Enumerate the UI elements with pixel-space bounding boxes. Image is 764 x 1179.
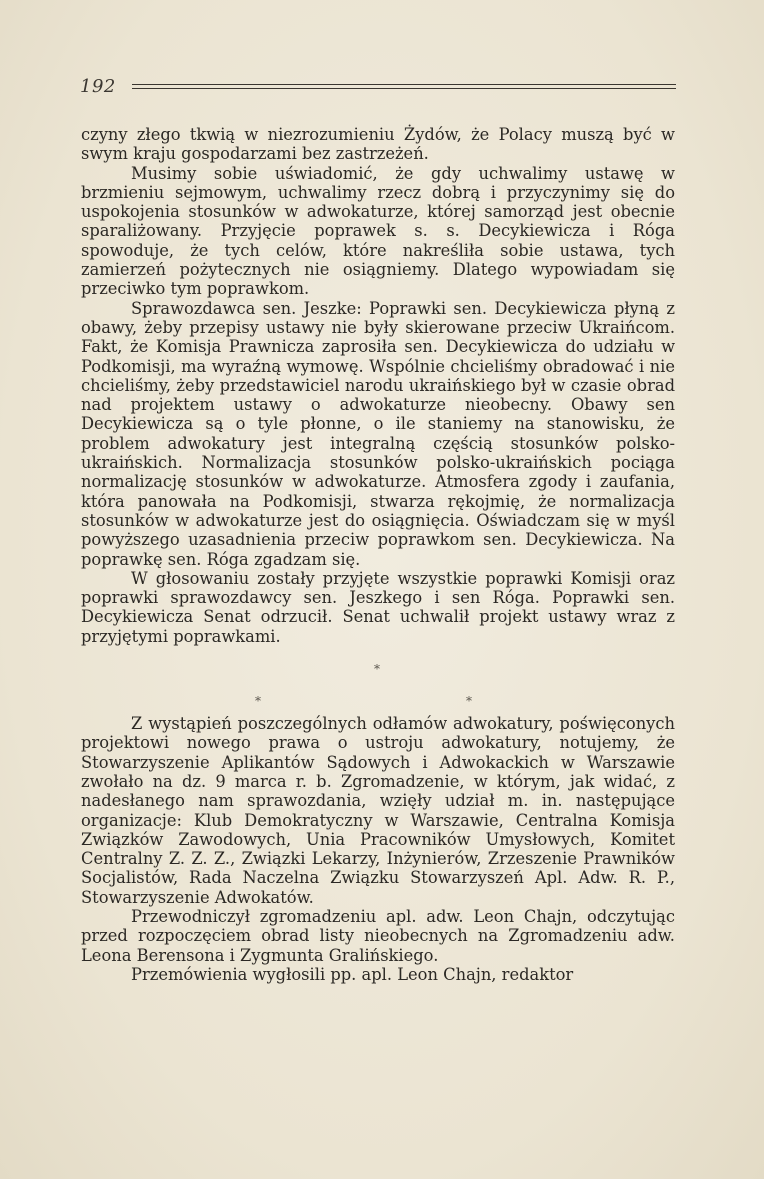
paragraph-continuation: czyny złego tkwią w niezrozumieniu Żydów, że Polacy muszą być w swym kraju gospodarzami bez zastrzeżeń. <box>81 125 675 164</box>
page-header <box>80 74 676 102</box>
page-body <box>81 125 675 984</box>
paragraph: Musimy sobie uświadomić, że gdy uchwalimy ustawę w brzmieniu sejmowym, uchwalimy rzecz dobrą i przyczynimy się do uspokojenia stosunków w adwokaturze, której samorząd jest obecnie sparaliżowany. Przyjęcie poprawek s. s. Decykiewicza i Róga spowoduje, że tych celów, które nakreśliła sobie ustawa, tych zamierzeń pożytecznych nie osiągniemy. Dlatego wypowiadam się przeciwko tym poprawkom. <box>81 163 675 299</box>
paragraph: Przewodniczył zgromadzeniu apl. adw. Leon Chajn, odczytując przed rozpoczęciem obrad listy nieobecnych na Zgromadzeniu adw. Leona Berensona i Zygmunta Gralińskiego. <box>81 906 675 965</box>
separator-asterisk: * <box>466 694 472 709</box>
paragraph: W głosowaniu zostały przyjęte wszystkie poprawki Komisji oraz poprawki sprawozdawcy sen. Jeszkego i sen Róga. Poprawki sen. Decykiewicza Senat odrzucił. Senat uchwalił projekt ustawy wraz z przyjętymi poprawkami. <box>81 568 675 646</box>
section-separator <box>81 652 675 710</box>
page-number: 192 <box>80 76 116 97</box>
paragraph: Z wystąpień poszczególnych odłamów adwokatury, poświęconych projektowi nowego prawa o ustroju adwokatury, notujemy, że Stowarzyszenie Aplikantów Sądowych i Adwokackich w Warszawie zwołało na dz. 9 marca r. b. Zgromadzenie, w którym, jak widać, z nadesłanego nam sprawozdania, wzięły udział m. in. następujące organizacje: Klub Demokratyczny w Warszawie, Centralna Komisja Związków Zawodowych, Unia Pracowników Umysłowych, Komitet Centralny Z. Z. Z., Związki Lekarzy, Inżynierów, Zrzeszenie Prawników Socjalistów, Rada Naczelna Związku Stowarzyszeń Apl. Adw. R. P., Stowarzyszenie Adwokatów. <box>81 714 675 907</box>
header-rule <box>132 84 676 89</box>
separator-asterisk: * <box>374 662 380 677</box>
paragraph: Przemówienia wygłosili pp. apl. Leon Chajn, redaktor <box>131 964 574 984</box>
paragraph: Sprawozdawca sen. Jeszke: Poprawki sen. Decykiewicza płyną z obawy, żeby przepisy ustawy nie były skierowane przeciw Ukraińcom. Fakt, że Komisja Prawnicza zaprosiła sen. Decykiewicza do udziału w Podkomisji, ma wyraźną wymowę. Wspólnie chcieliśmy obradować i nie chcieliśmy, żeby przedstawiciel narodu ukraińskiego był w czasie obrad nad projektem ustawy o adwokaturze nieobecny. Obawy sen Decykiewicza są o tyle płonne, o ile staniemy na stanowisku, że problem adwokatury jest integralną częścią stosunków polsko-ukraińskich. Normalizacja stosunków polsko-ukraińskich pociąga normalizację stosunków w adwokaturze. Atmosfera zgody i zaufania, która panowała na Podkomisji, stwarza rękojmię, że normalizacja stosunków w adwokaturze jest do osiągnięcia. Oświadczam się w myśl powyższego uzasadnienia przeciw poprawkom sen. Decykiewicza. Na poprawkę sen. Róga zgadzam się. <box>81 298 675 569</box>
separator-asterisk: * <box>255 694 261 709</box>
